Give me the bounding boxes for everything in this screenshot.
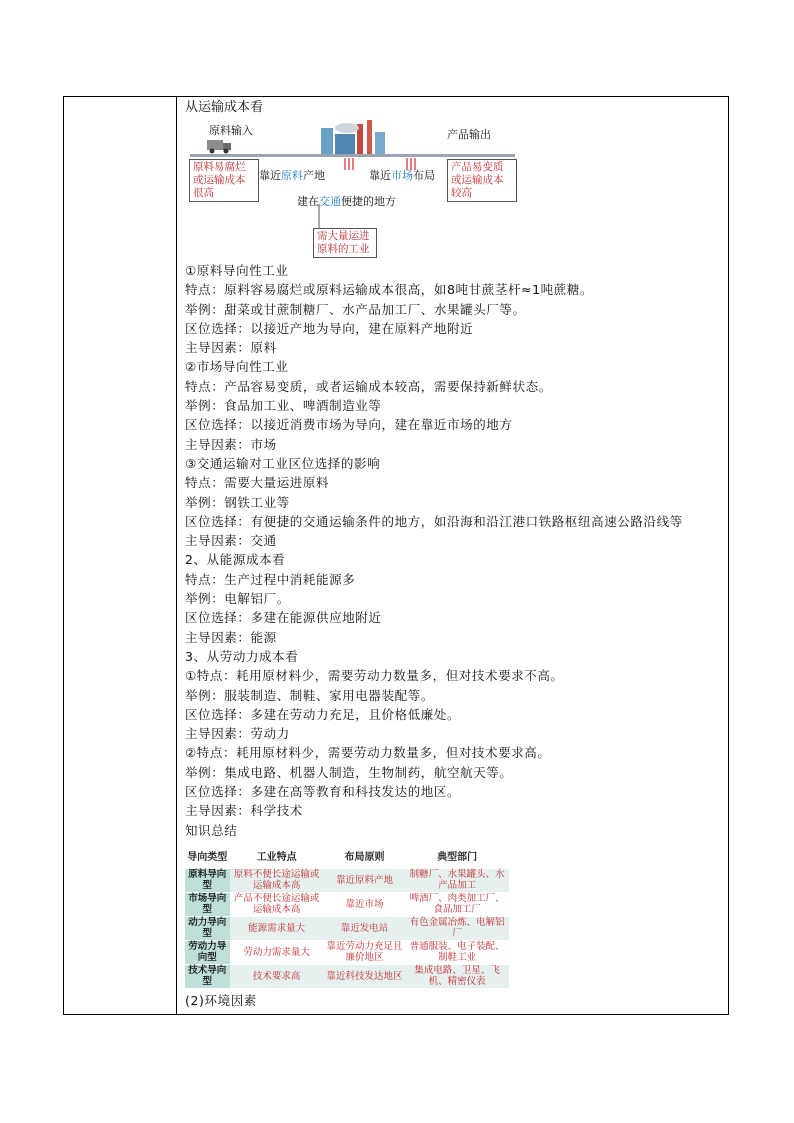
text-line: 特点：生产过程中消耗能源多 — [185, 571, 356, 587]
text-body — [185, 261, 725, 840]
text-line: 区位选择：多建在劳动力充足，且价格低廉处。 — [185, 706, 461, 722]
near-market-label: 靠近市场布局 — [369, 169, 435, 182]
table-cell: 技术导向型 — [185, 964, 230, 988]
table-cell: 技术要求高 — [230, 964, 324, 988]
product-condition-box: 产品易变质 或运输成本 较高 — [447, 159, 517, 202]
table-cell: 原料导向型 — [185, 868, 230, 892]
text-line: 3、从劳动力成本看 — [185, 648, 299, 664]
section-title: 从运输成本看 — [185, 100, 264, 115]
text-line: ①原料导向性工业 — [185, 263, 289, 278]
text-line: 2、从能源成本看 — [185, 552, 286, 568]
transport-cost-diagram — [185, 118, 515, 255]
table-cell: 市场导向型 — [185, 892, 230, 916]
product-output-label: 产品输出 — [447, 128, 491, 141]
text-line: 区位选择：多建在高等教育和科技发达的地区。 — [185, 784, 461, 800]
table-row — [185, 916, 509, 940]
table-cell: 普通服装、电子装配、制鞋工业 — [405, 940, 509, 964]
table-cell: 靠近劳动力充足且廉价地区 — [324, 940, 406, 964]
text-line: 举例：服装制造、制鞋、家用电器装配等。 — [185, 687, 434, 703]
column-divider — [176, 96, 177, 1015]
table-row — [185, 964, 509, 988]
raw-material-condition-box: 原料易腐烂 或运输成本 很高 — [189, 159, 259, 202]
table-cell: 有色金属冶炼、电解铝厂 — [405, 916, 509, 940]
text-line: 区位选择：有便捷的交通运输条件的地方，如沿海和沿江港口铁路枢纽高速公路沿线等 — [185, 513, 683, 529]
text-line: 特点：原料容易腐烂或原料运输成本很高，如8吨甘蔗茎杆≈1吨蔗糖。 — [185, 282, 594, 298]
table-cell: 劳动力需求量大 — [230, 940, 324, 964]
table-cell: 能源需求量大 — [230, 916, 324, 940]
table-cell: 原料不便长途运输或运输成本高 — [230, 868, 324, 892]
content-cell — [185, 98, 725, 1010]
table-cell: 产品不便长途运输或运输成本高 — [230, 892, 324, 916]
text-line: ②市场导向性工业 — [185, 359, 289, 375]
table-header: 工业特点 — [230, 844, 324, 869]
table-cell: 靠近市场 — [324, 892, 406, 916]
text-line: 区位选择：以接近消费市场为导向，建在靠近市场的地方 — [185, 417, 513, 433]
transport-label: 建在交通便捷的地方 — [297, 195, 396, 208]
text-line: 主导因素：科学技术 — [185, 803, 303, 819]
text-line: 举例：食品加工业、啤酒制造业等 — [185, 398, 382, 414]
table-cell: 动力导向型 — [185, 916, 230, 940]
text-line: 主导因素：市场 — [185, 436, 277, 452]
text-line: ①特点：耗用原材料少，需要劳动力数量多，但对技术要求不高。 — [185, 668, 564, 684]
heavy-raw-industry-box: 需大量运进 原料的工业 — [313, 228, 377, 258]
text-line: 知识总结 — [185, 822, 238, 838]
table-header: 典型部门 — [405, 844, 509, 869]
text-line: 举例：钢铁工业等 — [185, 494, 290, 510]
text-line: ②特点：耗用原材料少，需要劳动力数量多，但对技术要求高。 — [185, 745, 551, 761]
text-line: 区位选择：以接近产地为导向，建在原料产地附近 — [185, 320, 474, 336]
text-line: 区位选择：多建在能源供应地附近 — [185, 610, 382, 626]
text-line: 特点：产品容易变质，或者运输成本较高，需要保持新鲜状态。 — [185, 378, 552, 394]
near-raw-label: 靠近原料产地 — [259, 169, 325, 182]
table-row — [185, 892, 509, 916]
table-cell: 劳动力导向型 — [185, 940, 230, 964]
text-line: 主导因素：原料 — [185, 340, 277, 356]
summary-table — [185, 844, 509, 988]
table-row — [185, 940, 509, 964]
text-line: 举例：电解铝厂。 — [185, 591, 290, 607]
text-line: 主导因素：交通 — [185, 533, 277, 549]
text-line: ③交通运输对工业区位选择的影响 — [185, 455, 381, 471]
table-cell: 集成电路、卫星、飞机、精密仪表 — [405, 964, 509, 988]
table-cell: 啤酒厂、肉类加工厂、食品加工厂 — [405, 892, 509, 916]
table-header: 导向类型 — [185, 844, 230, 869]
text-line: 特点：需要大量运进原料 — [185, 475, 330, 491]
table-cell: 靠近发电站 — [324, 916, 406, 940]
text-line: 主导因素：劳动力 — [185, 726, 290, 742]
table-row — [185, 868, 509, 892]
table-cell: 靠近科技发达地区 — [324, 964, 406, 988]
raw-input-label: 原料输入 — [209, 124, 253, 137]
table-cell: 靠近原料产地 — [324, 868, 406, 892]
truck-icon — [207, 138, 233, 154]
text-line: 主导因素：能源 — [185, 629, 277, 645]
table-cell: 制糖厂、水果罐头、水产品加工 — [405, 868, 509, 892]
environment-factor-heading: (2)环境因素 — [185, 992, 257, 1008]
text-line: 举例：集成电路、机器人制造，生物制药，航空航天等。 — [185, 764, 513, 780]
table-header: 布局原则 — [324, 844, 406, 869]
text-line: 举例：甜菜或甘蔗制糖厂、水产品加工厂、水果罐头厂等。 — [185, 301, 526, 317]
